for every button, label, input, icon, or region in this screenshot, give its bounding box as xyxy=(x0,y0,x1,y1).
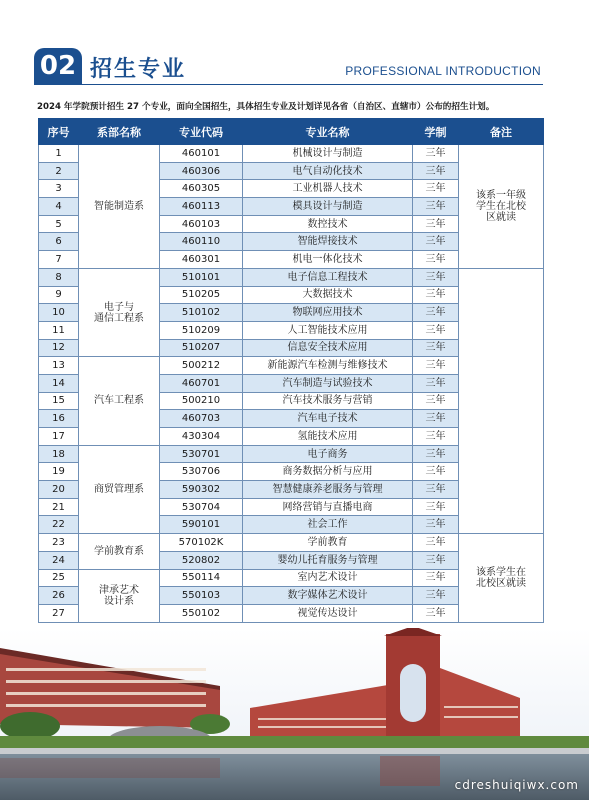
notes-cell: 该系学生在 北校区就读 xyxy=(459,534,544,622)
major-name: 网络营销与直播电商 xyxy=(243,498,413,516)
major-code: 500210 xyxy=(160,392,243,410)
row-number: 6 xyxy=(39,233,79,251)
study-years: 三年 xyxy=(413,445,459,463)
row-number: 4 xyxy=(39,198,79,216)
row-number: 3 xyxy=(39,180,79,198)
major-code: 460113 xyxy=(160,198,243,216)
major-name: 汽车制造与试验技术 xyxy=(243,374,413,392)
header-major: 专业名称 xyxy=(243,119,413,145)
department-name: 津承艺术 设计系 xyxy=(79,569,160,622)
department-name: 学前教育系 xyxy=(79,534,160,569)
major-name: 数字媒体艺术设计 xyxy=(243,587,413,605)
study-years: 三年 xyxy=(413,551,459,569)
major-code: 530701 xyxy=(160,445,243,463)
study-years: 三年 xyxy=(413,162,459,180)
study-years: 三年 xyxy=(413,304,459,322)
major-code: 530704 xyxy=(160,498,243,516)
major-code: 430304 xyxy=(160,428,243,446)
row-number: 20 xyxy=(39,481,79,499)
study-years: 三年 xyxy=(413,463,459,481)
study-years: 三年 xyxy=(413,392,459,410)
row-number: 22 xyxy=(39,516,79,534)
study-years: 三年 xyxy=(413,286,459,304)
study-years: 三年 xyxy=(413,481,459,499)
major-code: 570102K xyxy=(160,534,243,552)
header-department: 系部名称 xyxy=(79,119,160,145)
row-number: 26 xyxy=(39,587,79,605)
study-years: 三年 xyxy=(413,198,459,216)
table-body xyxy=(39,145,544,623)
major-name: 电子商务 xyxy=(243,445,413,463)
study-years: 三年 xyxy=(413,587,459,605)
major-code: 460110 xyxy=(160,233,243,251)
study-years: 三年 xyxy=(413,233,459,251)
major-name: 数控技术 xyxy=(243,215,413,233)
major-name: 机械设计与制造 xyxy=(243,145,413,163)
major-name: 新能源汽车检测与维修技术 xyxy=(243,357,413,375)
section-title-en: PROFESSIONAL INTRODUCTION xyxy=(345,64,541,78)
major-name: 视觉传达设计 xyxy=(243,604,413,622)
major-code: 590302 xyxy=(160,481,243,499)
major-name: 物联网应用技术 xyxy=(243,304,413,322)
major-name: 信息安全技术应用 xyxy=(243,339,413,357)
row-number: 5 xyxy=(39,215,79,233)
major-name: 电子信息工程技术 xyxy=(243,268,413,286)
major-code: 460701 xyxy=(160,374,243,392)
study-years: 三年 xyxy=(413,604,459,622)
row-number: 8 xyxy=(39,268,79,286)
row-number: 27 xyxy=(39,604,79,622)
major-code: 460103 xyxy=(160,215,243,233)
major-code: 510205 xyxy=(160,286,243,304)
major-name: 智能焊接技术 xyxy=(243,233,413,251)
major-code: 500212 xyxy=(160,357,243,375)
major-name: 婴幼儿托育服务与管理 xyxy=(243,551,413,569)
major-code: 510102 xyxy=(160,304,243,322)
row-number: 25 xyxy=(39,569,79,587)
department-name: 电子与 通信工程系 xyxy=(79,268,160,356)
page-header xyxy=(0,0,589,96)
study-years: 三年 xyxy=(413,516,459,534)
row-number: 12 xyxy=(39,339,79,357)
study-years: 三年 xyxy=(413,569,459,587)
campus-photo xyxy=(0,628,589,800)
major-code: 520802 xyxy=(160,551,243,569)
campus-illustration xyxy=(0,628,589,800)
intro-text: 2024 年学院预计招生 27 个专业，面向全国招生，具体招生专业及计划详见各省（自治区、直辖市）公布的招生计划。 xyxy=(37,102,495,112)
watermark-text: cdreshuiqiwx.com xyxy=(454,778,579,792)
header-no: 序号 xyxy=(39,119,79,145)
major-code: 550103 xyxy=(160,587,243,605)
row-number: 9 xyxy=(39,286,79,304)
section-number-badge: 02 xyxy=(34,48,82,84)
major-name: 人工智能技术应用 xyxy=(243,321,413,339)
row-number: 10 xyxy=(39,304,79,322)
major-code: 550102 xyxy=(160,604,243,622)
row-number: 23 xyxy=(39,534,79,552)
major-code: 460101 xyxy=(160,145,243,163)
major-code: 460305 xyxy=(160,180,243,198)
department-name: 汽车工程系 xyxy=(79,357,160,445)
study-years: 三年 xyxy=(413,180,459,198)
major-name: 商务数据分析与应用 xyxy=(243,463,413,481)
row-number: 14 xyxy=(39,374,79,392)
major-code: 460703 xyxy=(160,410,243,428)
study-years: 三年 xyxy=(413,374,459,392)
study-years: 三年 xyxy=(413,339,459,357)
major-code: 510209 xyxy=(160,321,243,339)
row-number: 18 xyxy=(39,445,79,463)
study-years: 三年 xyxy=(413,498,459,516)
study-years: 三年 xyxy=(413,215,459,233)
department-name: 商贸管理系 xyxy=(79,445,160,533)
section-title: 招生专业 xyxy=(90,57,187,82)
table-row xyxy=(39,534,544,552)
row-number: 15 xyxy=(39,392,79,410)
major-name: 机电一体化技术 xyxy=(243,251,413,269)
major-code: 460306 xyxy=(160,162,243,180)
row-number: 19 xyxy=(39,463,79,481)
study-years: 三年 xyxy=(413,357,459,375)
major-code: 530706 xyxy=(160,463,243,481)
row-number: 7 xyxy=(39,251,79,269)
major-code: 510101 xyxy=(160,268,243,286)
study-years: 三年 xyxy=(413,145,459,163)
table-row xyxy=(39,145,544,163)
major-code: 460301 xyxy=(160,251,243,269)
table-row xyxy=(39,268,544,286)
header-years: 学制 xyxy=(413,119,459,145)
major-name: 工业机器人技术 xyxy=(243,180,413,198)
department-name: 智能制造系 xyxy=(79,145,160,269)
major-code: 510207 xyxy=(160,339,243,357)
admissions-table xyxy=(38,118,544,623)
study-years: 三年 xyxy=(413,251,459,269)
notes-cell xyxy=(459,268,544,533)
row-number: 13 xyxy=(39,357,79,375)
major-name: 汽车电子技术 xyxy=(243,410,413,428)
study-years: 三年 xyxy=(413,534,459,552)
major-name: 氢能技术应用 xyxy=(243,428,413,446)
row-number: 17 xyxy=(39,428,79,446)
major-name: 电气自动化技术 xyxy=(243,162,413,180)
row-number: 21 xyxy=(39,498,79,516)
study-years: 三年 xyxy=(413,268,459,286)
row-number: 1 xyxy=(39,145,79,163)
major-name: 汽车技术服务与营销 xyxy=(243,392,413,410)
table-header-row xyxy=(39,119,544,145)
study-years: 三年 xyxy=(413,428,459,446)
major-name: 模具设计与制造 xyxy=(243,198,413,216)
major-code: 550114 xyxy=(160,569,243,587)
header-rule xyxy=(34,84,543,85)
study-years: 三年 xyxy=(413,410,459,428)
row-number: 2 xyxy=(39,162,79,180)
row-number: 24 xyxy=(39,551,79,569)
notes-cell: 该系一年级 学生在北校 区就读 xyxy=(459,145,544,269)
major-code: 590101 xyxy=(160,516,243,534)
major-name: 大数据技术 xyxy=(243,286,413,304)
header-notes: 备注 xyxy=(459,119,544,145)
row-number: 16 xyxy=(39,410,79,428)
major-name: 社会工作 xyxy=(243,516,413,534)
row-number: 11 xyxy=(39,321,79,339)
study-years: 三年 xyxy=(413,321,459,339)
header-code: 专业代码 xyxy=(160,119,243,145)
major-name: 室内艺术设计 xyxy=(243,569,413,587)
major-name: 智慧健康养老服务与管理 xyxy=(243,481,413,499)
major-name: 学前教育 xyxy=(243,534,413,552)
